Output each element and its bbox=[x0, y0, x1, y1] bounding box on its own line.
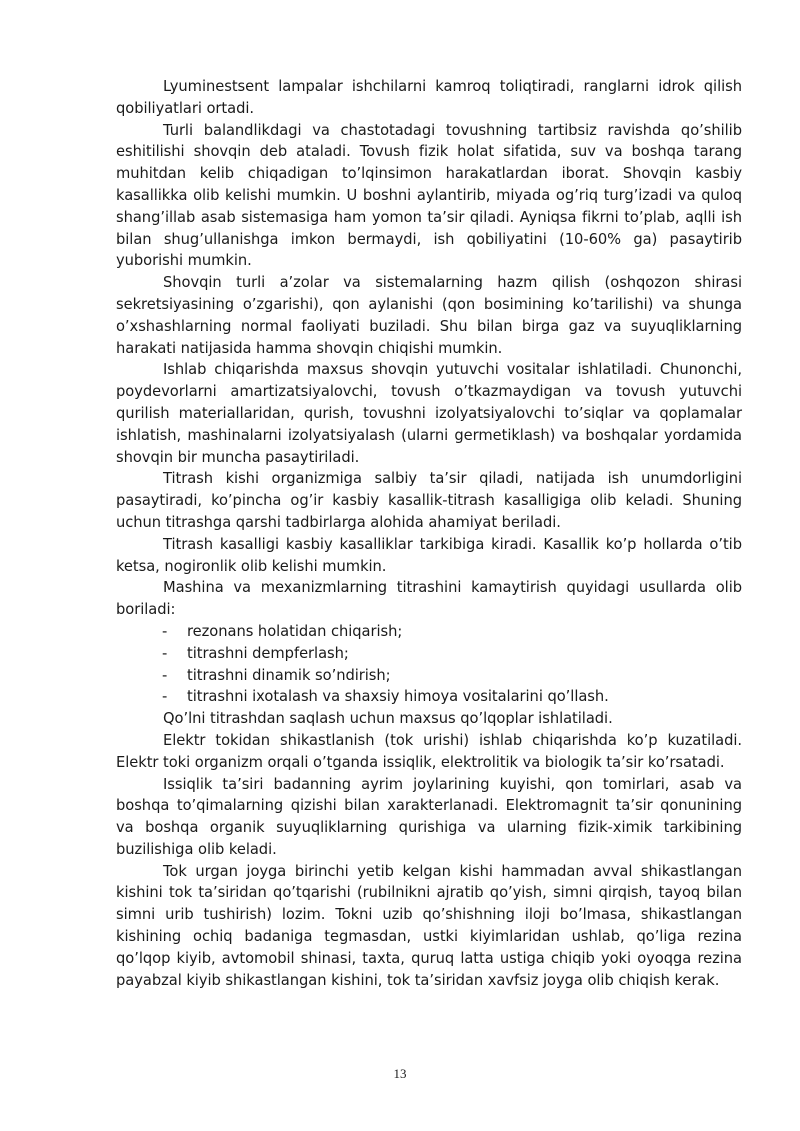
list-item bbox=[116, 686, 742, 708]
document-body bbox=[116, 76, 742, 991]
page-number: 13 bbox=[393, 1066, 407, 1081]
vibration-methods-list bbox=[116, 621, 742, 708]
paragraph-thermal-effect: Issiqlik ta’siri badanning ayrim joylarining kuyishi, qon tomirlari, asab va boshqa to’qimalarning qizishi bilan xarakterlanadi. Elektromagnit ta’sir qonunining va boshqa organik suyuqliklarning qurishiga va ularning fizik-ximik tarkibining buzilishiga olib keladi. bbox=[116, 775, 742, 858]
list-dash: - bbox=[162, 688, 168, 706]
list-item-text: rezonans holatidan chiqarish; bbox=[187, 622, 403, 640]
list-item-text: titrashni dinamik so’ndirish; bbox=[187, 666, 391, 684]
paragraph-vibration-effects: Titrash kishi organizmiga salbiy ta’sir qiladi, natijada ish unumdorligini pasaytiradi, ko’pincha og’ir kasbiy kasallik-titrash kasalligiga olib keladi. Shuning uchun titrashga qarshi tadbirlarga alohida ahamiyat beriladi. bbox=[116, 470, 742, 531]
list-dash: - bbox=[162, 622, 168, 640]
list-item bbox=[116, 665, 742, 687]
list-item bbox=[116, 643, 742, 665]
paragraph-luminescent-lamps: Lyuminestsent lampalar ishchilarni kamroq toliqtiradi, ranglarni idrok qilish qobiliyatlari ortadi. bbox=[116, 78, 742, 117]
paragraph-first-aid: Tok urgan joyga birinchi yetib kelgan kishi hammadan avval shikastlangan kishini tok ta’siridan qo’tqarishi (rubilnikni ajratib qo’yish, simni qirqish, tayoq bilan simni urib tushirish) lozim. Tokni uzib qo’shishning iloji bo’lmasa, shikastlangan kishining ochiq badaniga tegmasdan, ustki kiyimlaridan ushlab, qo’liga rezina qo’lqop kiyib, avtomobil shinasi, taxta, quruq latta ustiga chiqib yoki oyoqga rezina payabzal kiyib shikastlangan kishini, tok ta’siridan xavfsiz joyga olib chiqish kerak. bbox=[116, 862, 742, 989]
paragraph-noise-effects: Shovqin turli a’zolar va sistemalarning hazm qilish (oshqozon shirasi sekretsiyasining o’zgarishi), qon aylanishi (qon bosimining ko’tarilishi) va shunga o’xshashlarning normal faoliyati buziladi. Shu bilan birga gaz va suyuqliklarning harakati natijasida hamma shovqin chiqishi mumkin. bbox=[116, 274, 742, 357]
paragraph-noise-reduction: Ishlab chiqarishda maxsus shovqin yutuvchi vositalar ishlatiladi. Chunonchi, poydevorlarni amartizatsiyalovchi, tovush o’tkazmaydigan va tovush yutuvchi qurilish materiallaridan, qurish, tovushni izolyatsiyalovchi to’siqlar va qoplamalar ishlatish, mashinalarni izolyatsiyalash (ularni germetiklash) va boshqalar yordamida shovqin bir muncha pasaytiriladi. bbox=[116, 361, 742, 466]
list-dash: - bbox=[162, 666, 168, 684]
paragraph-noise-definition: Turli balandlikdagi va chastotadagi tovushning tartibsiz ravishda qo’shilib eshitilishi shovqin deb ataladi. Tovush fizik holat sifatida, suv va boshqa tarang muhitdan kelib chiqadigan to’lqinsimon harakatlardan iborat. Shovqin kasbiy kasallikka olib kelishi mumkin. U boshni aylantirib, miyada og’riq turg’izadi va quloq shang’illab asab sistemasiga ham yomon ta’sir qiladi. Ayniqsa fikrni to’plab, aqlli ish bilan shug’ullanishga imkon bermaydi, ish qobiliyatini (10-60% ga) pasaytirib yuborishi mumkin. bbox=[116, 121, 742, 270]
paragraph-vibration-methods-intro: Mashina va mexanizmlarning titrashini kamaytirish quyidagi usullarda olib boriladi: bbox=[116, 579, 742, 619]
paragraph-hand-protection: Qo’lni titrashdan saqlash uchun maxsus qo’lqoplar ishlatiladi. bbox=[163, 710, 613, 728]
list-item-text: titrashni dempferlash; bbox=[187, 644, 349, 662]
list-dash: - bbox=[162, 644, 168, 662]
list-item bbox=[116, 621, 742, 643]
paragraph-vibration-disease: Titrash kasalligi kasbiy kasalliklar tarkibiga kiradi. Kasallik ko’p hollarda o’tib ketsa, nogironlik olib kelishi mumkin. bbox=[116, 535, 742, 575]
paragraph-electric-injury: Elektr tokidan shikastlanish (tok urishi) ishlab chiqarishda ko’p kuzatiladi. Elektr toki organizm orqali o’tganda issiqlik, elektrolitik va biologik ta’sir ko’rsatadi. bbox=[116, 731, 742, 771]
list-item-text: titrashni ixotalash va shaxsiy himoya vositalarini qo’llash. bbox=[187, 688, 609, 706]
